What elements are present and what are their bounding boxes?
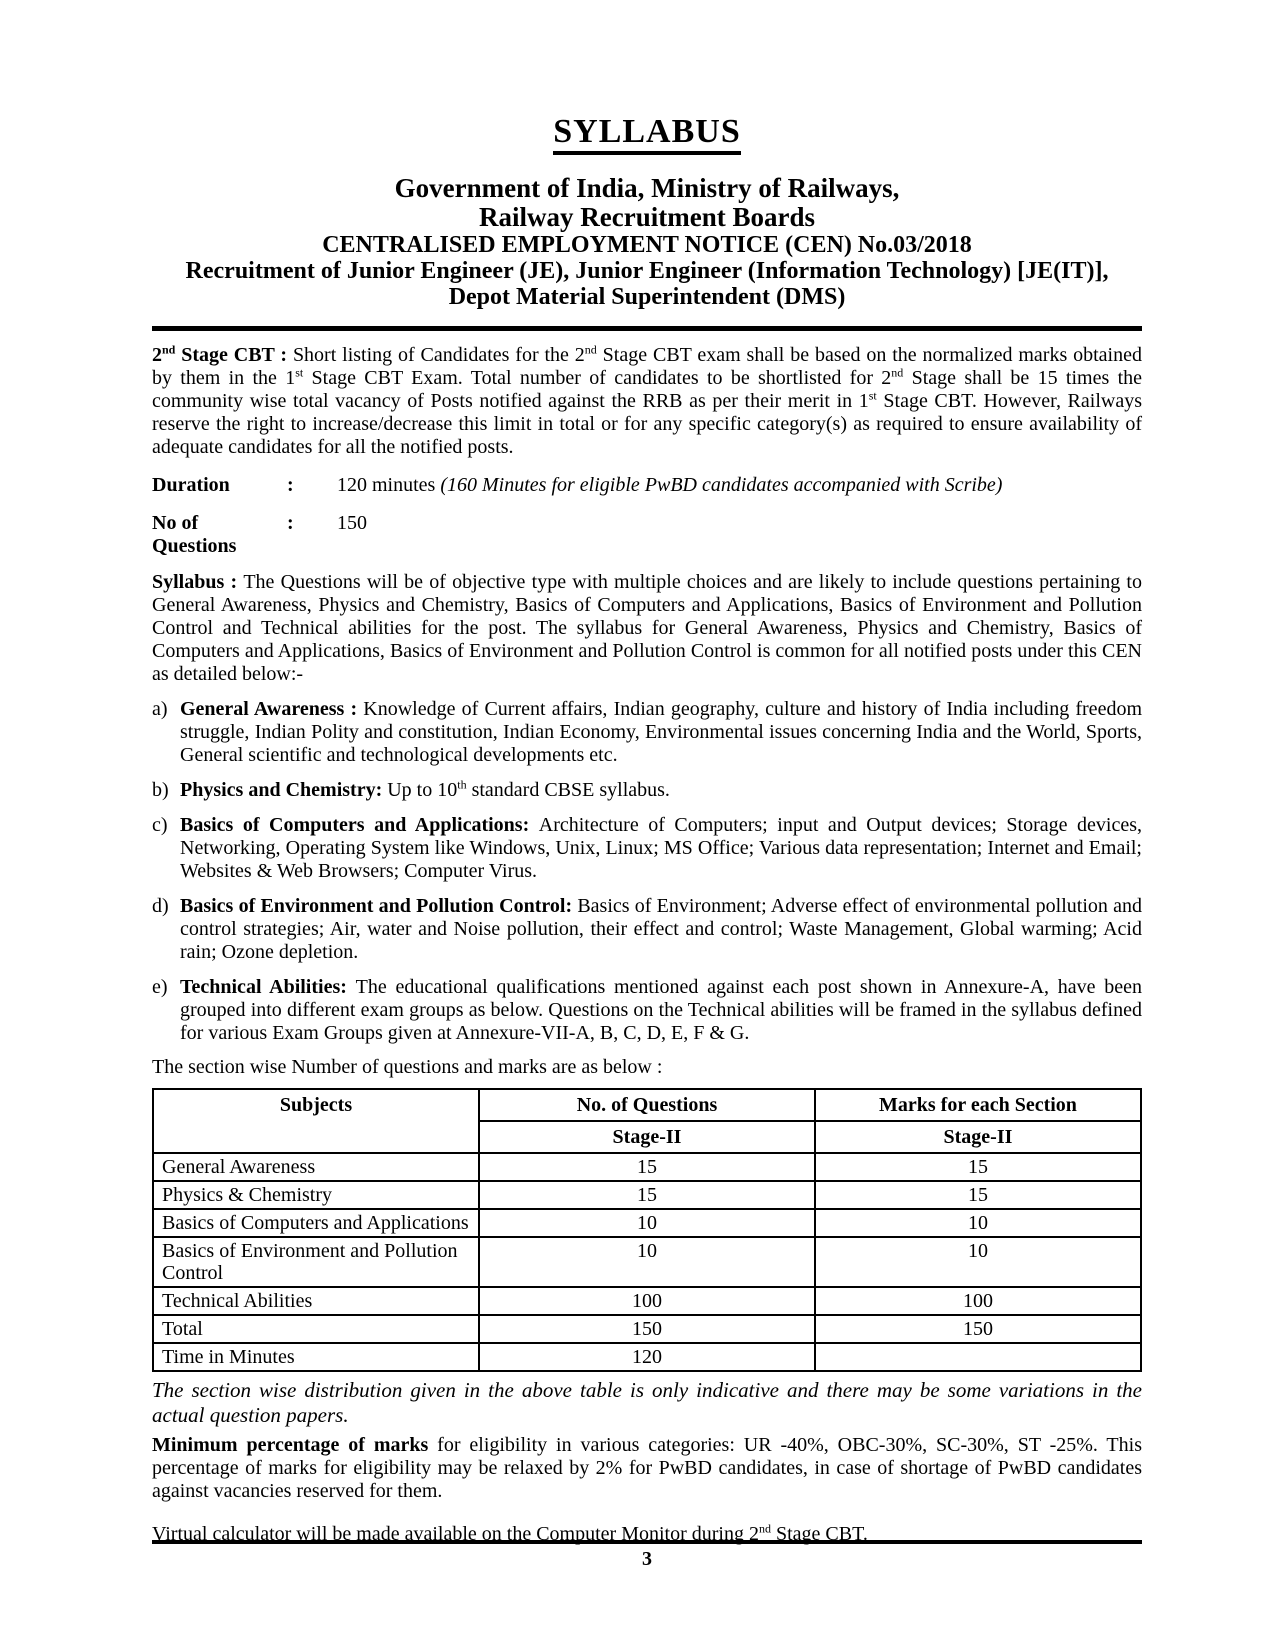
cell-subject: Physics & Chemistry	[153, 1181, 479, 1209]
questions-value: 150	[337, 512, 367, 534]
page-number: 3	[642, 1548, 652, 1570]
duration-label: Duration	[152, 474, 230, 496]
cell-marks: 15	[815, 1181, 1141, 1209]
duration-colon: :	[287, 474, 294, 496]
syllabus-paragraph: Syllabus : The Questions will be of objective type with multiple choices and are likely to include questions pertaining to General Awareness, Physics and Chemistry, Basics of Computers and Applications, Basics of Environment and Pollution Control and Technical abilities for the post. The syllabus for General Awareness, Physics and Chemistry, Basics of Computers and Applications, Basics of Environment and Pollution Control is common for all notified posts under this CEN as detailed below:-	[152, 571, 1142, 685]
header-subjects: Subjects	[153, 1089, 479, 1153]
table-intro-text: The section wise Number of questions and marks are as below :	[152, 1056, 663, 1078]
footer-divider-rule	[152, 1540, 1142, 1544]
cell-questions: 15	[479, 1153, 815, 1181]
page-footer	[152, 1540, 1142, 1571]
table-row	[153, 1153, 1141, 1181]
duration-row	[152, 474, 1142, 497]
table-row	[153, 1315, 1141, 1343]
questions-colon: :	[287, 512, 294, 534]
cell-questions: 15	[479, 1181, 815, 1209]
list-text-a: General Awareness : Knowledge of Current affairs, Indian geography, culture and history of India including freedom struggle, Indian Polity and constitution, Indian Economy, Environmental issues concerning India and the World, Sports, General scientific and technological developments etc.	[180, 698, 1142, 766]
minimum-marks-paragraph: Minimum percentage of marks for eligibility in various categories: UR -40%, OBC-30%, SC-30%, ST -25%. This percentage of marks for eligibility may be relaxed by 2% for PwBD candidates, in case of shortage of PwBD candidates against vacancies reserved for them.	[152, 1434, 1142, 1502]
list-text-d: Basics of Environment and Pollution Control: Basics of Environment; Adverse effect of environmental pollution and control strategies; Air, water and Noise pollution, their effect and control; Waste Management, Global warming; Acid rain; Ozone depletion.	[180, 895, 1142, 963]
table-note: The section wise distribution given in the above table is only indicative and there may be some variations in the actual question papers.	[152, 1378, 1142, 1427]
document-page	[152, 0, 1142, 1546]
list-label-b: b)	[152, 779, 169, 801]
header-recruit-line: Recruitment of Junior Engineer (JE), Junior Engineer (Information Technology) [JE(IT)],	[185, 258, 1109, 284]
cell-marks: 15	[815, 1153, 1141, 1181]
cell-marks: 100	[815, 1287, 1141, 1315]
cell-marks	[815, 1343, 1141, 1371]
list-label-c: c)	[152, 814, 168, 836]
cell-subject: Basics of Computers and Applications	[153, 1209, 479, 1237]
table-row	[153, 1343, 1141, 1371]
page-title: SYLLABUS	[152, 112, 1142, 152]
header-post-line: Depot Material Superintendent (DMS)	[448, 284, 846, 310]
list-text-e: Technical Abilities: The educational qualifications mentioned against each post shown in Annexure-A, have been grouped into different exam groups as below. Questions on the Technical abilities will be framed in the syllabus defined for various Exam Groups given at Annexure-VII-A, B, C, D, E, F & G.	[180, 976, 1143, 1044]
subheader-marks-stage: Stage-II	[815, 1121, 1141, 1153]
cell-subject: Time in Minutes	[153, 1343, 479, 1371]
list-item-e	[152, 976, 1142, 1045]
table-row	[153, 1287, 1141, 1315]
header-marks: Marks for each Section	[815, 1089, 1141, 1121]
document-header	[152, 174, 1142, 310]
list-item-c	[152, 814, 1142, 883]
list-text-c: Basics of Computers and Applications: Architecture of Computers; input and Output devices; Storage devices, Networking, Operating System like Windows, Unix, Linux; MS Office; Various data representation; Internet and Email; Websites & Web Browsers; Computer Virus.	[180, 814, 1142, 882]
marks-table	[152, 1088, 1142, 1372]
cell-questions: 10	[479, 1237, 815, 1287]
table-header-row	[153, 1089, 1141, 1121]
cell-marks: 150	[815, 1315, 1141, 1343]
header-questions: No. of Questions	[479, 1089, 815, 1121]
cell-marks: 10	[815, 1209, 1141, 1237]
cell-questions: 100	[479, 1287, 815, 1315]
list-label-a: a)	[152, 698, 168, 720]
questions-label: No of Questions	[152, 512, 237, 557]
header-org-line2: Railway Recruitment Boards	[479, 202, 815, 232]
cell-subject: Basics of Environment and Pollution Control	[153, 1237, 479, 1287]
table-row	[153, 1237, 1141, 1287]
list-text-b: Physics and Chemistry: Up to 10th standard CBSE syllabus.	[180, 777, 670, 801]
list-item-d	[152, 895, 1142, 964]
list-label-e: e)	[152, 976, 168, 998]
cell-subject: General Awareness	[153, 1153, 479, 1181]
questions-row	[152, 512, 1142, 558]
virtual-calculator-paragraph: Virtual calculator will be made available on the Computer Monitor during 2nd Stage CBT.	[152, 1521, 868, 1545]
table-row	[153, 1209, 1141, 1237]
header-notice-line: CENTRALISED EMPLOYMENT NOTICE (CEN) No.03/2018	[322, 232, 972, 258]
subheader-questions-stage: Stage-II	[479, 1121, 815, 1153]
table-row	[153, 1181, 1141, 1209]
header-divider-rule	[152, 326, 1142, 331]
duration-value: 120 minutes (160 Minutes for eligible PwBD candidates accompanied with Scribe)	[337, 474, 1003, 496]
cell-marks: 10	[815, 1237, 1141, 1287]
cell-questions: 10	[479, 1209, 815, 1237]
stage-cbt-paragraph: 2nd Stage CBT : Short listing of Candidates for the 2nd Stage CBT exam shall be based on the normalized marks obtained by them in the 1st Stage CBT Exam. Total number of candidates to be shortlisted for 2nd Stage shall be 15 times the community wise total vacancy of Posts notified against the RRB as per their merit in 1st Stage CBT. However, Railways reserve the right to increase/decrease this limit in total or for any specific category(s) as required to ensure availability of adequate candidates for all the notified posts.	[152, 342, 1143, 458]
cell-questions: 150	[479, 1315, 815, 1343]
cell-questions: 120	[479, 1343, 815, 1371]
list-label-d: d)	[152, 895, 169, 917]
cell-subject: Technical Abilities	[153, 1287, 479, 1315]
cell-subject: Total	[153, 1315, 479, 1343]
list-item-b	[152, 779, 1142, 802]
list-item-a	[152, 698, 1142, 767]
header-org-line1: Government of India, Ministry of Railways,	[394, 173, 900, 203]
